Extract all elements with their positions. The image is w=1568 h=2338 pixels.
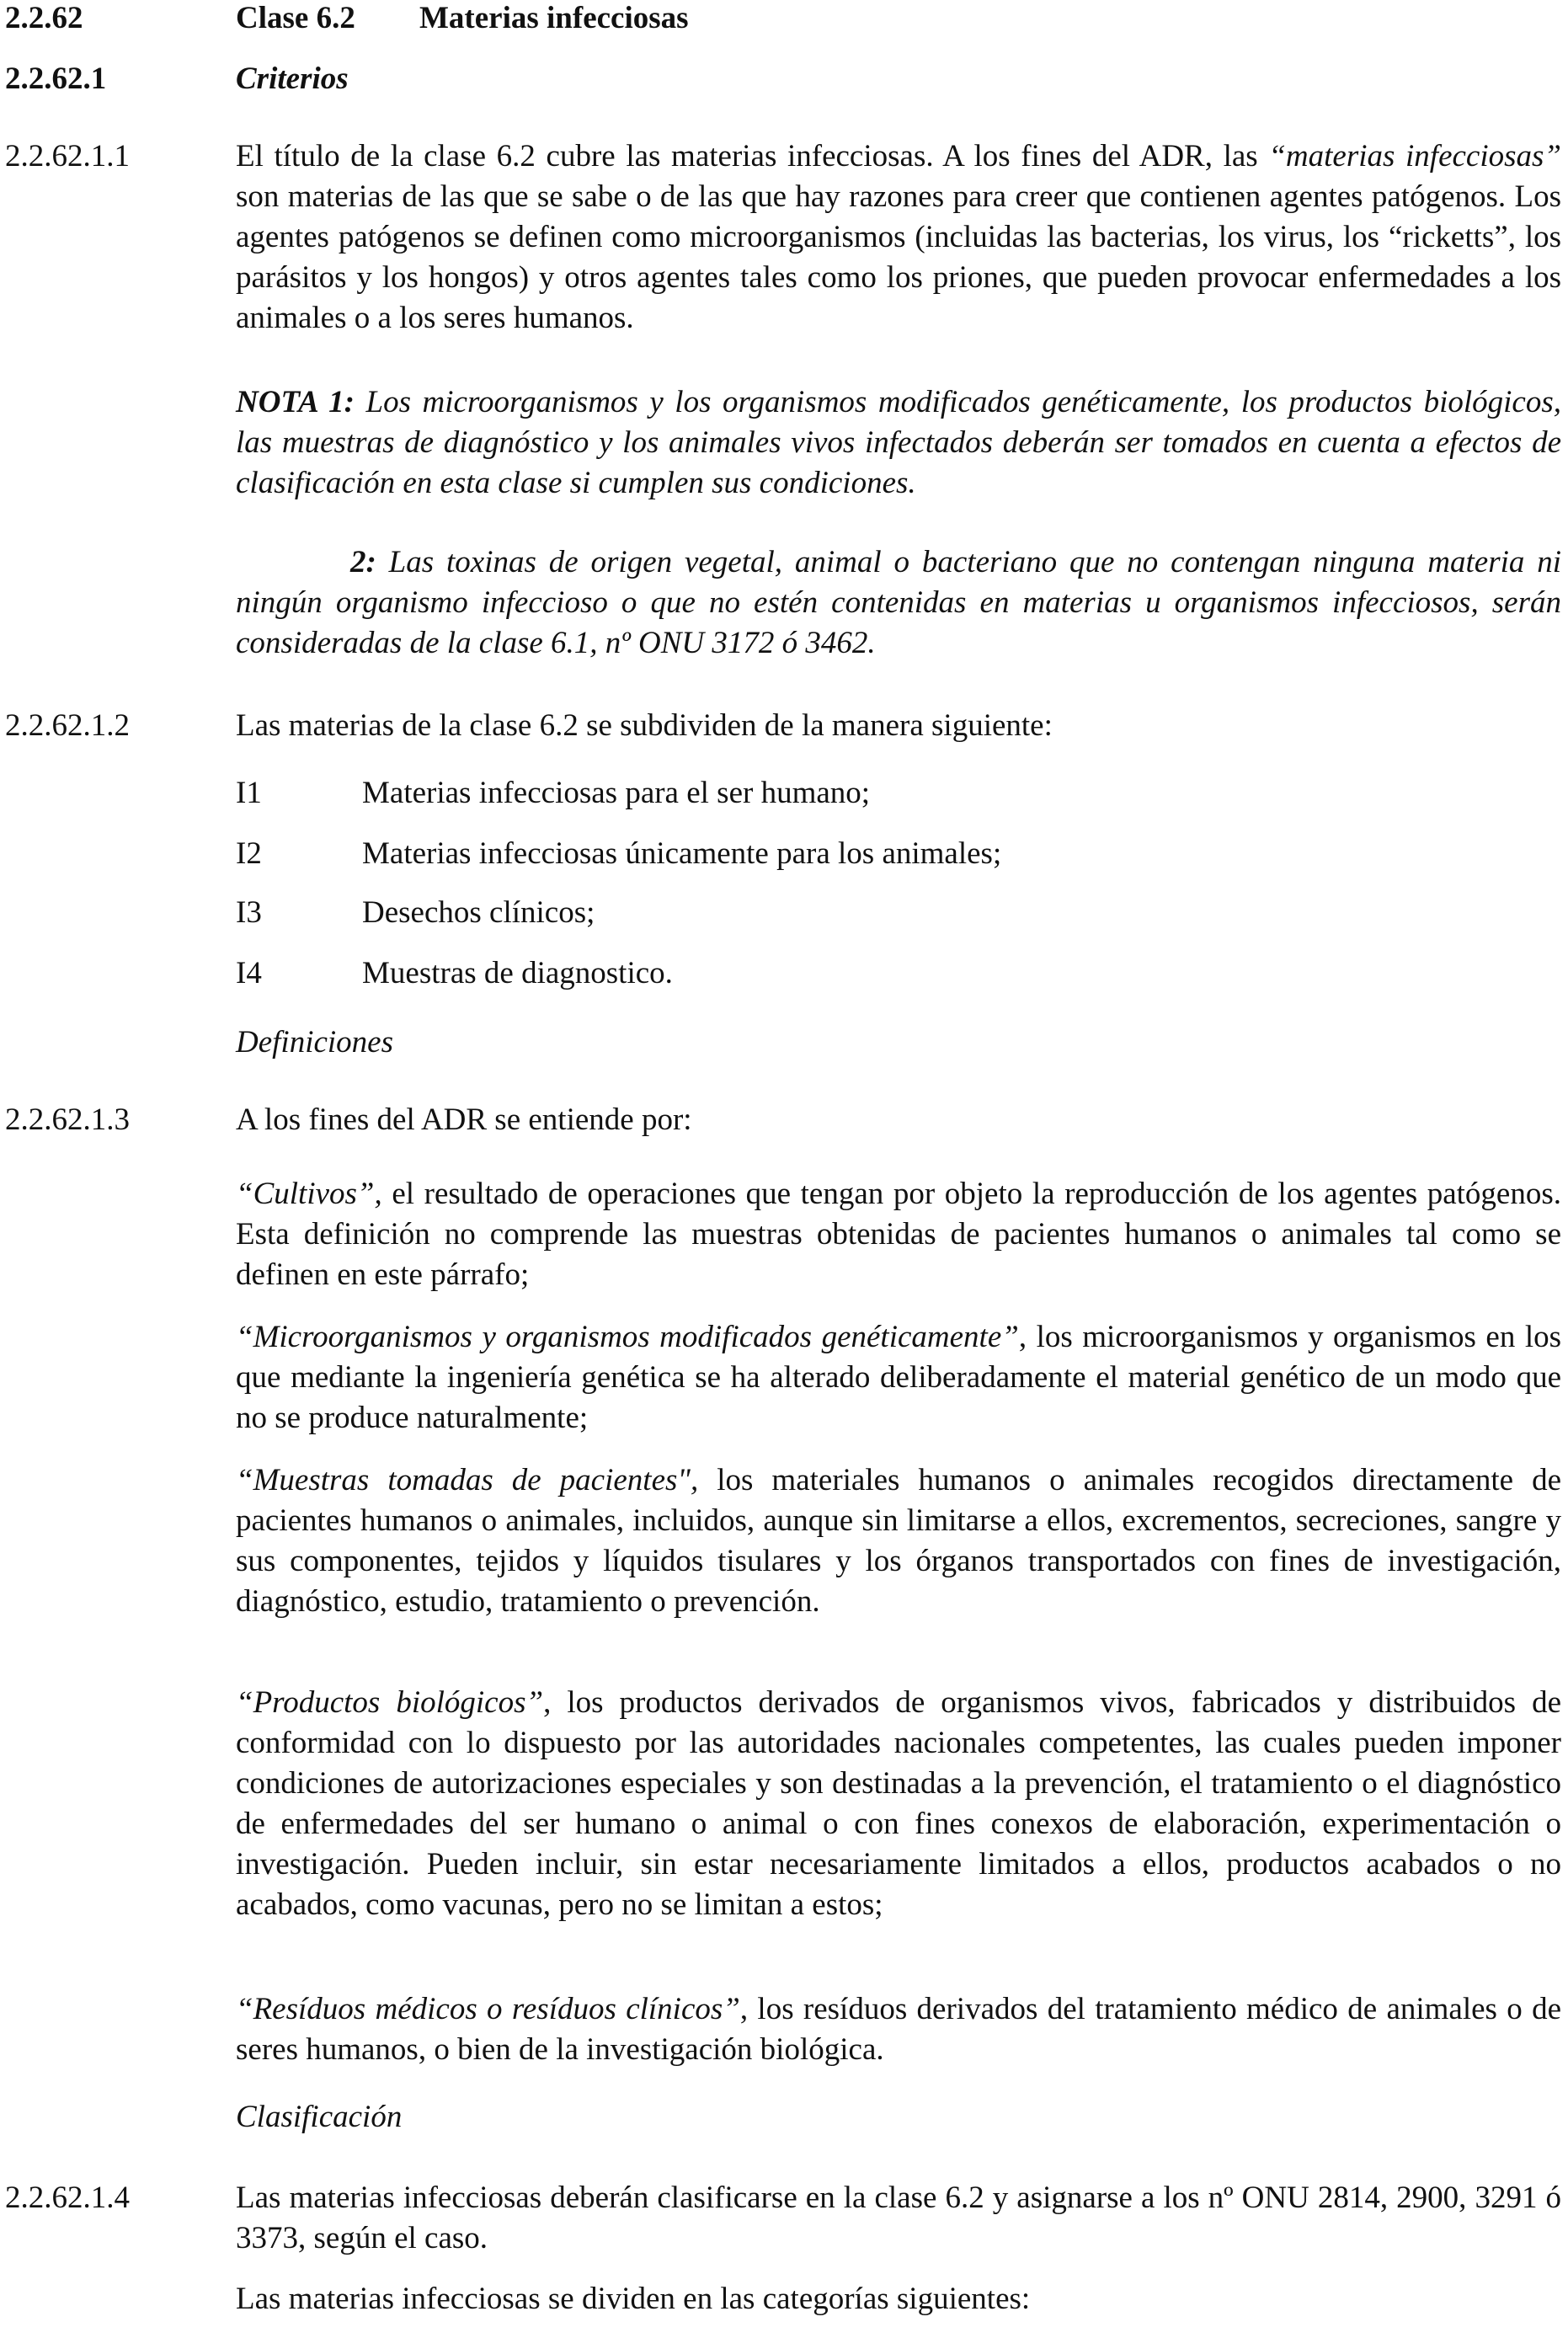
paragraph-number: 2.2.62.1.3	[5, 1102, 130, 1137]
definition-body: , los productos derivados de organismos vivos, fabricados y distribuidos de conformidad con lo dispuesto por las autoridades nacionales competentes, las cuales pueden imponer condiciones de autorizaciones especiales y son destinadas a la prevención, el tratamiento o el diagnóstico de enfermedades del ser humano o animal o con fines conexos de elaboración, experimentación o investigación. Pueden incluir, sin estar necesariamente limitados a ellos, productos acabados o no acabados, como vacunas, pero no se limitan a estos;	[236, 1685, 1562, 1922]
paragraph-text: Las materias infecciosas se dividen en las categorías siguientes:	[236, 2282, 1031, 2316]
note-body: Los microorganismos y los organismos modificados genéticamente, los productos biológicos, las muestras de diagnóstico y los animales vivos infectados deberán ser tomados en cuenta a efectos de clasificación en esta clase si cumplen sus condiciones.	[236, 385, 1561, 500]
subdivision-desc: Muestras de diagnostico.	[362, 956, 673, 990]
definition-text	[236, 1989, 1561, 2070]
subdivision-code: I3	[236, 895, 262, 930]
emphasis-term: “materias infecciosas”	[1268, 139, 1562, 173]
subdivision-code: I4	[236, 956, 262, 990]
definition-term: “Microorganismos y organismos modificados genéticamente”	[236, 1320, 1019, 1354]
definition-text	[236, 1317, 1561, 1439]
paragraph-text	[236, 136, 1561, 339]
definition-body: , los microorganismos y organismos en los que mediante la ingeniería genética se ha alterado deliberadamente el material genético de un modo que no se produce naturalmente;	[236, 1320, 1562, 1435]
definition-text	[236, 1174, 1561, 1295]
note-text	[236, 542, 1561, 664]
note-text	[236, 382, 1561, 504]
subdivision-desc: Materias infecciosas únicamente para los animales;	[362, 836, 1002, 871]
paragraph-number: 2.2.62.1.1	[5, 139, 130, 173]
subdivision-code: I2	[236, 836, 262, 871]
definition-text	[236, 1683, 1561, 1925]
subdivision-desc: Desechos clínicos;	[362, 895, 595, 930]
definition-term: “Cultivos”,	[236, 1177, 382, 1211]
definition-term: “Muestras tomadas de pacientes",	[236, 1463, 699, 1497]
text-segment: El título de la clase 6.2 cubre las materias infecciosas. A los fines del ADR, las	[236, 139, 1269, 173]
subdivision-desc: Materias infecciosas para el ser humano;	[362, 776, 871, 810]
paragraph-number: 2.2.62.1.2	[5, 708, 130, 743]
paragraph-number: 2.2.62.1.4	[5, 2181, 130, 2215]
classification-heading: Clasificación	[236, 2100, 403, 2134]
note-body: Las toxinas de origen vegetal, animal o bacteriano que no contengan ninguna materia ni ningún organismo infeccioso o que no estén contenidas en materias u organismos infecciosos, serán consideradas de la clase 6.1, nº ONU 3172 ó 3462.	[236, 545, 1561, 660]
class-label: Clase 6.2	[236, 1, 355, 35]
criteria-number: 2.2.62.1	[5, 61, 107, 96]
note-label: 2:	[350, 545, 376, 579]
definition-body: los materiales humanos o animales recogidos directamente de pacientes humanos o animales, incluidos, aunque sin limitarse a ellos, excrementos, secreciones, sangre y sus componentes, tejidos y líquidos tisulares y los órganos transportados con fines de investigación, diagnóstico, estudio, tratamiento o prevención.	[236, 1463, 1561, 1619]
subdivision-code: I1	[236, 776, 262, 810]
definition-body: el resultado de operaciones que tengan por objeto la reproducción de los agentes patógenos. Esta definición no comprende las muestras obtenidas de pacientes humanos o animales tal como se definen en este párrafo;	[236, 1177, 1561, 1292]
text-segment: son materias de las que se sabe o de las que hay razones para creer que contienen agentes patógenos. Los agentes patógenos se definen como microorganismos (incluidas las bacterias, los virus, los “ricketts”, los parásitos y los hongos) y otros agentes tales como los priones, que pueden provocar enfermedades a los animales o a los seres humanos.	[236, 179, 1561, 335]
definition-text	[236, 1460, 1561, 1622]
definitions-heading: Definiciones	[236, 1025, 394, 1060]
note-label: NOTA 1:	[236, 385, 355, 419]
criteria-title: Criterios	[236, 61, 349, 96]
definition-term: “Productos biológicos”	[236, 1685, 544, 1720]
paragraph-text: A los fines del ADR se entiende por:	[236, 1102, 692, 1137]
section-number: 2.2.62	[5, 1, 83, 35]
paragraph-text: Las materias infecciosas deberán clasificarse en la clase 6.2 y asignarse a los nº ONU 2814, 2900, 3291 ó 3373, según el caso.	[236, 2181, 1561, 2255]
definition-body: , los resíduos derivados del tratamiento médico de animales o de seres humanos, o bien de la investigación biológica.	[236, 1992, 1562, 2067]
definition-term: “Resíduos médicos o resíduos clínicos”	[236, 1992, 740, 2026]
paragraph-text: Las materias de la clase 6.2 se subdividen de la manera siguiente:	[236, 708, 1053, 743]
class-title: Materias infecciosas	[419, 1, 689, 35]
